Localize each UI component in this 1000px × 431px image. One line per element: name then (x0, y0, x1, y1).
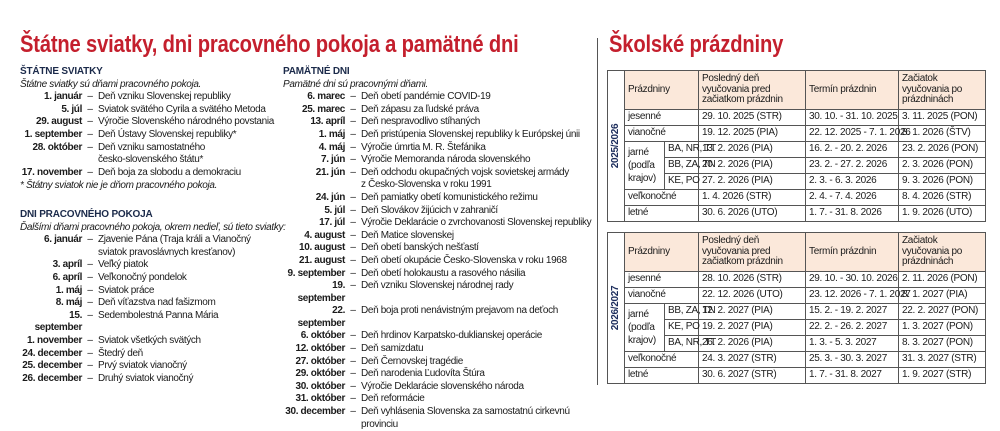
item-dash: – (350, 191, 356, 203)
list-item (20, 142, 290, 167)
item-text: Prvý sviatok vianočný (98, 360, 187, 372)
page-title-school-holidays: Školské prázdniny (609, 31, 784, 58)
item-dash: – (350, 91, 356, 103)
item-date: 1. máj (55, 284, 82, 296)
memorial-days-section (283, 66, 593, 431)
item-date: 6. marec (307, 91, 345, 103)
holiday-name: veľkonočné (625, 190, 699, 206)
list-item (283, 129, 593, 142)
item-dash: – (350, 229, 356, 241)
school-restart: 2. 11. 2026 (PON) (899, 272, 986, 288)
item-text: Sedembolestná Panna Mária (98, 309, 219, 321)
item-date: 26. december (22, 372, 82, 384)
item-date: 7. jún (320, 154, 345, 166)
item-date: 25. marec (302, 103, 345, 115)
section-note: Ďalšími dňami pracovného pokoja, okrem nedieľ, sú tieto sviatky: (20, 221, 286, 233)
item-dash: – (87, 116, 93, 128)
list-item (20, 167, 290, 180)
holiday-name: vianočné (625, 126, 699, 142)
list-item (20, 129, 290, 142)
last-school-day: 24. 3. 2027 (STR) (699, 352, 806, 368)
table-row (608, 158, 986, 174)
item-text: Deň víťazstva nad fašizmom (98, 297, 216, 309)
holiday-name: letné (625, 368, 699, 384)
list-item (20, 234, 290, 259)
item-text: Zjavenie Pána (Traja králi a Vianočný sviatok pravoslávnych kresťanov) (98, 234, 251, 258)
holiday-term: 25. 3. - 30. 3. 2027 (806, 352, 899, 368)
last-school-day: 26. 2. 2026 (PIA) (699, 336, 806, 352)
item-dash: – (350, 280, 356, 292)
school-holidays-table-2026-2027 (607, 232, 986, 384)
item-text: Deň reformácie (361, 393, 425, 405)
item-date: 3. apríl (52, 259, 82, 271)
item-dash: – (87, 334, 93, 346)
school-restart: 8. 1. 2026 (ŠTV) (899, 126, 986, 142)
item-date: 6. apríl (52, 271, 82, 283)
holiday-term: 15. 2. - 19. 2. 2027 (806, 304, 899, 320)
item-dash: – (350, 254, 356, 266)
item-date: 1. január (44, 91, 82, 103)
item-date: 5. júl (61, 103, 82, 115)
list-item (20, 104, 290, 117)
school-holidays-table-2025-2026 (607, 70, 986, 222)
last-school-day: 19. 2. 2027 (PIA) (699, 320, 806, 336)
item-date: 27. október (295, 355, 345, 367)
item-text: Deň hrdinov Karpatsko-duklianskej operácie (361, 330, 542, 342)
list-item (20, 259, 290, 272)
item-text: Deň boja za slobodu a demokraciu (98, 166, 241, 178)
list-item (20, 373, 290, 386)
page-title-holidays: Štátne sviatky, dni pracovného pokoja a pamätné dni (20, 31, 519, 58)
last-school-day: 29. 10. 2025 (STR) (699, 110, 806, 126)
school-year-cell (608, 233, 625, 384)
school-restart: 31. 3. 2027 (STR) (899, 352, 986, 368)
item-dash: – (350, 217, 356, 229)
item-dash: – (350, 343, 356, 355)
list-item (283, 167, 593, 192)
item-text: Výročie Deklarácie o zvrchovanosti Slovenskej republiky (361, 217, 592, 229)
region-group: BA, NR, TT (665, 142, 699, 158)
school-restart: 8. 1. 2027 (PIA) (899, 288, 986, 304)
item-dash: – (87, 372, 93, 384)
item-dash: – (350, 154, 356, 166)
column-header: Začiatok vyučovania po prázdninách (899, 71, 986, 110)
item-text: Deň vzniku Slovenskej národnej rady (361, 280, 514, 292)
item-date: 29. august (36, 116, 82, 128)
item-date: 21. jún (315, 166, 345, 178)
item-date: 17. júl (319, 217, 345, 229)
region-group: BA, NR, TT (665, 336, 699, 352)
item-text: Druhý sviatok vianočný (98, 372, 194, 384)
school-restart: 1. 9. 2026 (UTO) (899, 206, 986, 222)
list-item (20, 348, 290, 361)
list-item (283, 142, 593, 155)
list-item (20, 285, 290, 298)
table-row (608, 336, 986, 352)
table-row (608, 320, 986, 336)
item-text: Deň zápasu za ľudské práva (361, 103, 479, 115)
item-date: 22. september (297, 305, 345, 329)
holiday-term: 23. 12. 2026 - 7. 1. 2027 (806, 288, 899, 304)
holiday-term: 1. 7. - 31. 8. 2027 (806, 368, 899, 384)
item-text: Deň Slovákov žijúcich v zahraničí (361, 204, 498, 216)
list-item (283, 104, 593, 117)
list-item (283, 280, 593, 305)
item-text: Deň pristúpenia Slovenskej republiky k Európskej únii (361, 128, 580, 140)
item-dash: – (87, 103, 93, 115)
state-holidays-section (20, 66, 290, 193)
school-restart: 22. 2. 2027 (PON) (899, 304, 986, 320)
item-date: 1. september (24, 128, 82, 140)
item-text: Deň obetí okupácie Česko-Slovenska v roku 1968 (361, 254, 567, 266)
item-date: 9. september (287, 267, 345, 279)
item-date: 21. august (299, 254, 345, 266)
list-item (283, 255, 593, 268)
list-item (283, 406, 593, 431)
table-header-row (608, 233, 986, 272)
school-restart: 8. 3. 2027 (PON) (899, 336, 986, 352)
item-dash: – (87, 360, 93, 372)
state-holidays-list (20, 91, 290, 179)
item-date: 13. apríl (310, 116, 345, 128)
memorial-days-list (283, 91, 593, 431)
column-header: Prázdniny (625, 71, 699, 110)
item-text: Deň obetí holokaustu a rasového násilia (361, 267, 526, 279)
list-item (283, 356, 593, 369)
item-dash: – (350, 103, 356, 115)
item-dash: – (350, 380, 356, 392)
item-dash: – (87, 166, 93, 178)
item-date: 1. november (26, 334, 82, 346)
list-item (283, 230, 593, 243)
table-row (608, 288, 986, 304)
school-restart: 3. 11. 2025 (PON) (899, 110, 986, 126)
item-date: 4. august (304, 229, 345, 241)
item-text: Deň odchodu okupačných vojsk sovietskej armády z Česko-Slovenska v roku 1991 (361, 166, 569, 191)
item-date: 1. máj (318, 128, 345, 140)
region-group: KE, PO (665, 320, 699, 336)
holiday-term: 22. 12. 2025 - 7. 1. 2026 (806, 126, 899, 142)
item-text: Deň nespravodlivo stíhaných (361, 116, 480, 128)
column-header: Začiatok vyučovania po prázdninách (899, 233, 986, 272)
item-date: 30. október (295, 380, 345, 392)
section-heading: ŠTÁTNE SVIATKY (20, 66, 103, 77)
item-date: 6. január (44, 234, 82, 246)
item-dash: – (350, 355, 356, 367)
column-header: Posledný deň vyučovania pred začiatkom prázdnin (699, 71, 806, 110)
item-dash: – (350, 141, 356, 153)
list-item (283, 91, 593, 104)
item-text: Veľkonočný pondelok (98, 271, 187, 283)
item-dash: – (87, 271, 93, 283)
item-date: 19. september (297, 280, 345, 304)
item-dash: – (350, 166, 356, 178)
table-row (608, 190, 986, 206)
item-text: Deň obetí pandémie COVID-19 (361, 91, 491, 103)
rest-days-list (20, 234, 290, 385)
item-date: 4. máj (318, 141, 345, 153)
item-dash: – (87, 128, 93, 140)
holiday-name: letné (625, 206, 699, 222)
item-dash: – (350, 267, 356, 279)
column-header: Termín prázdnin (806, 71, 899, 110)
school-year-label: 2025/2026 (609, 123, 621, 169)
holiday-term: 2. 3. - 6. 3. 2026 (806, 174, 899, 190)
item-text: Sviatok práce (98, 284, 155, 296)
section-heading: PAMÄTNÉ DNI (283, 66, 350, 77)
item-text: Deň obetí banských nešťastí (361, 242, 479, 254)
item-text: Deň vzniku samostatného česko-slovenského štátu* (98, 141, 206, 166)
item-dash: – (87, 297, 93, 309)
item-dash: – (350, 305, 356, 317)
region-group: BB, ZA, TN (665, 304, 699, 320)
last-school-day: 13. 2. 2026 (PIA) (699, 142, 806, 158)
list-item (20, 360, 290, 373)
item-date: 25. december (22, 360, 82, 372)
column-header: Termín prázdnin (806, 233, 899, 272)
table-row (608, 126, 986, 142)
column-header: Prázdniny (625, 233, 699, 272)
school-year-label: 2026/2027 (609, 285, 621, 331)
list-item (20, 310, 290, 335)
list-item (283, 192, 593, 205)
school-restart: 2. 3. 2026 (PON) (899, 158, 986, 174)
item-text: Deň pamiatky obetí komunistického režimu (361, 191, 538, 203)
section-note: Pamätné dni sú pracovnými dňami. (283, 78, 428, 90)
item-text: Deň Černovskej tragédie (361, 355, 464, 367)
item-date: 24. december (22, 347, 82, 359)
item-date: 15. september (34, 309, 82, 334)
holiday-term: 2. 4. - 7. 4. 2026 (806, 190, 899, 206)
item-text: Veľký piatok (98, 259, 148, 271)
holiday-term: 30. 10. - 31. 10. 2025 (806, 110, 899, 126)
holiday-name-spring: jarné (podľa krajov) (625, 304, 665, 352)
list-item (20, 91, 290, 104)
list-item (283, 154, 593, 167)
item-text: Výročie Slovenského národného povstania (98, 116, 274, 128)
last-school-day: 20. 2. 2026 (PIA) (699, 158, 806, 174)
item-dash: – (350, 128, 356, 140)
list-item (283, 205, 593, 218)
last-school-day: 12. 2. 2027 (PIA) (699, 304, 806, 320)
list-item (20, 335, 290, 348)
column-header: Posledný deň vyučovania pred začiatkom prázdnin (699, 233, 806, 272)
item-text: Deň Matice slovenskej (361, 229, 454, 241)
school-restart: 8. 4. 2026 (STR) (899, 190, 986, 206)
last-school-day: 28. 10. 2026 (STR) (699, 272, 806, 288)
item-dash: – (87, 347, 93, 359)
table-row (608, 368, 986, 384)
item-date: 6. október (300, 330, 345, 342)
list-item (20, 297, 290, 310)
list-item (283, 381, 593, 394)
table-row (608, 110, 986, 126)
item-text: Deň vzniku Slovenskej republiky (98, 91, 231, 103)
list-item (20, 116, 290, 129)
column-divider (597, 38, 598, 385)
item-date: 8. máj (55, 297, 82, 309)
item-text: Výročie úmrtia M. R. Štefánika (361, 141, 486, 153)
region-group: BB, ZA, TN (665, 158, 699, 174)
holiday-term: 16. 2. - 20. 2. 2026 (806, 142, 899, 158)
school-restart: 1. 9. 2027 (STR) (899, 368, 986, 384)
item-text: Deň samizdatu (361, 343, 424, 355)
table-row (608, 142, 986, 158)
last-school-day: 30. 6. 2026 (UTO) (699, 206, 806, 222)
last-school-day: 1. 4. 2026 (STR) (699, 190, 806, 206)
school-restart: 23. 2. 2026 (PON) (899, 142, 986, 158)
item-dash: – (87, 284, 93, 296)
last-school-day: 19. 12. 2025 (PIA) (699, 126, 806, 142)
item-text: Sviatok svätého Cyrila a svätého Metoda (98, 103, 266, 115)
table-row (608, 352, 986, 368)
item-text: Výročie Deklarácie slovenského národa (361, 380, 524, 392)
holiday-term: 1. 3. - 5. 3. 2027 (806, 336, 899, 352)
item-text: Deň narodenia Ľudovíta Štúra (361, 368, 485, 380)
item-text: Sviatok všetkých svätých (98, 334, 201, 346)
item-dash: – (350, 116, 356, 128)
item-dash: – (350, 406, 356, 418)
item-dash: – (87, 234, 93, 246)
item-dash: – (350, 393, 356, 405)
school-restart: 1. 3. 2027 (PON) (899, 320, 986, 336)
region-group: KE, PO (665, 174, 699, 190)
item-dash: – (350, 368, 356, 380)
holiday-name: vianočné (625, 288, 699, 304)
item-text: Deň boja proti nenávistným prejavom na deťoch (361, 305, 559, 317)
holiday-term: 1. 7. - 31. 8. 2026 (806, 206, 899, 222)
item-date: 5. júl (324, 204, 345, 216)
holiday-name: jesenné (625, 110, 699, 126)
item-dash: – (87, 141, 93, 153)
item-dash: – (87, 259, 93, 271)
holiday-name-spring: jarné (podľa krajov) (625, 142, 665, 190)
item-date: 28. október (32, 141, 82, 153)
table-header-row (608, 71, 986, 110)
table-row (608, 272, 986, 288)
item-text: Deň vyhlásenia Slovenska za samostatnú cirkevnú provinciu (361, 406, 570, 430)
item-dash: – (350, 330, 356, 342)
item-date: 31. október (295, 393, 345, 405)
item-dash: – (87, 309, 93, 321)
item-date: 10. august (299, 242, 345, 254)
item-date: 17. november (21, 166, 82, 178)
holiday-name: veľkonočné (625, 352, 699, 368)
rest-days-section (20, 209, 290, 385)
table-row (608, 174, 986, 190)
table-row (608, 206, 986, 222)
list-item (283, 217, 593, 230)
last-school-day: 22. 12. 2026 (UTO) (699, 288, 806, 304)
list-item (283, 116, 593, 129)
last-school-day: 27. 2. 2026 (PIA) (699, 174, 806, 190)
footnote: * Štátny sviatok nie je dňom pracovného pokoja. (20, 180, 218, 192)
section-note: Štátne sviatky sú dňami pracovného pokoja. (20, 78, 201, 90)
item-date: 29. október (295, 368, 345, 380)
section-heading: DNI PRACOVNÉHO POKOJA (20, 209, 153, 220)
item-dash: – (87, 91, 93, 103)
list-item (283, 343, 593, 356)
list-item (283, 305, 593, 330)
item-dash: – (350, 242, 356, 254)
holiday-term: 22. 2. - 26. 2. 2027 (806, 320, 899, 336)
list-item (20, 272, 290, 285)
table-row (608, 304, 986, 320)
list-item (283, 368, 593, 381)
list-item (283, 330, 593, 343)
holiday-name: jesenné (625, 272, 699, 288)
item-date: 30. december (285, 406, 345, 418)
item-date: 24. jún (315, 191, 345, 203)
school-restart: 9. 3. 2026 (PON) (899, 174, 986, 190)
school-year-cell (608, 71, 625, 222)
list-item (283, 242, 593, 255)
holiday-term: 29. 10. - 30. 10. 2026 (806, 272, 899, 288)
item-text: Štedrý deň (98, 347, 143, 359)
list-item (283, 268, 593, 281)
holiday-term: 23. 2. - 27. 2. 2026 (806, 158, 899, 174)
item-text: Výročie Memoranda národa slovenského (361, 154, 531, 166)
item-date: 12. október (295, 343, 345, 355)
item-text: Deň Ústavy Slovenskej republiky* (98, 128, 237, 140)
last-school-day: 30. 6. 2027 (STR) (699, 368, 806, 384)
item-dash: – (350, 204, 356, 216)
